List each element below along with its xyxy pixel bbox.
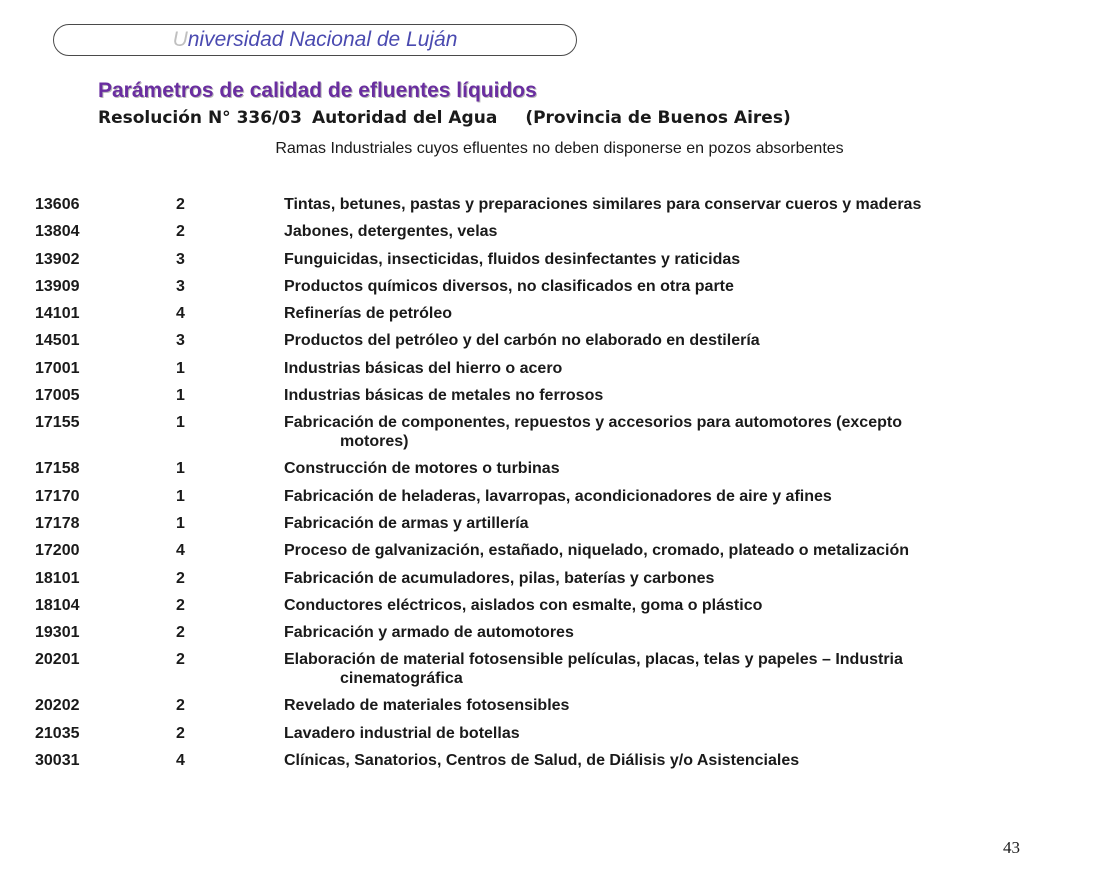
- industry-code: 30031: [35, 752, 80, 770]
- industry-code: 13804: [35, 223, 80, 241]
- description-text: Fabricación de acumuladores, pilas, baterías y carbones: [284, 569, 715, 587]
- industry-description: [284, 514, 1064, 533]
- list-item: [0, 218, 1119, 245]
- industry-description: [284, 459, 1064, 478]
- industry-level: 1: [176, 387, 185, 405]
- description-text: Clínicas, Sanatorios, Centros de Salud, de Diálisis y/o Asistenciales: [284, 752, 800, 770]
- industry-level: 2: [176, 697, 185, 715]
- industry-level: 2: [176, 724, 185, 742]
- section-caption: Ramas Industriales cuyos efluentes no deben disponerse en pozos absorbentes: [275, 140, 844, 157]
- description-continuation: motores): [340, 433, 409, 451]
- industry-description: [284, 487, 1064, 506]
- description-text: Construcción de motores o turbinas: [284, 460, 560, 478]
- description-text: Fabricación de heladeras, lavarropas, acondicionadores de aire y afines: [284, 487, 832, 505]
- description-continuation: cinematográfica: [340, 670, 463, 688]
- industry-description: [284, 359, 1064, 378]
- industry-description: [284, 413, 1064, 451]
- industry-level: 4: [176, 752, 185, 770]
- list-item: [0, 565, 1119, 592]
- description-text: Fabricación de componentes, repuestos y accesorios para automotores (excepto: [284, 414, 902, 432]
- industry-level: 1: [176, 487, 185, 505]
- list-item: [0, 537, 1119, 564]
- description-text: Productos del petróleo y del carbón no elaborado en destilería: [284, 332, 760, 350]
- list-item: [0, 455, 1119, 482]
- industry-code: 17005: [35, 387, 80, 405]
- description-text: Elaboración de material fotosensible películas, placas, telas y papeles – Industria: [284, 651, 903, 669]
- industry-level: 1: [176, 514, 185, 532]
- industry-code: 17178: [35, 514, 80, 532]
- page-title: Parámetros de calidad de efluentes líquidos: [98, 79, 537, 102]
- industry-level: 3: [176, 277, 185, 295]
- industry-description: [284, 569, 1064, 588]
- industry-description: [284, 596, 1064, 615]
- resolution-number: Resolución N° 336/03: [98, 108, 302, 128]
- description-text: Industrias básicas de metales no ferrosos: [284, 387, 604, 405]
- industry-description: [284, 541, 1064, 560]
- description-text: Industrias básicas del hierro o acero: [284, 359, 563, 377]
- list-item: [0, 246, 1119, 273]
- description-text: Proceso de galvanización, estañado, niquelado, cromado, plateado o metalización: [284, 542, 910, 560]
- list-item: [0, 382, 1119, 409]
- list-item: [0, 273, 1119, 300]
- industry-description: [284, 304, 1064, 323]
- institution-header: [53, 24, 577, 56]
- industry-code: 17158: [35, 460, 80, 478]
- description-text: Tintas, betunes, pastas y preparaciones similares para conservar cueros y maderas: [284, 196, 922, 213]
- industry-code: 17200: [35, 542, 80, 560]
- industry-code: 14501: [35, 332, 80, 350]
- industry-description: [284, 696, 1064, 715]
- industry-level: 1: [176, 460, 185, 478]
- description-text: Funguicidas, insecticidas, fluidos desinfectantes y raticidas: [284, 250, 741, 268]
- list-item: [0, 592, 1119, 619]
- industry-code: 13902: [35, 250, 80, 268]
- industry-level: 1: [176, 414, 185, 432]
- industry-code: 18104: [35, 596, 80, 614]
- industry-code: 17170: [35, 487, 80, 505]
- list-item: [0, 191, 1119, 218]
- industry-level: 2: [176, 624, 185, 642]
- industry-description: [284, 331, 1064, 350]
- industry-code: 20202: [35, 697, 80, 715]
- industry-description: [284, 623, 1064, 642]
- industry-code: 14101: [35, 305, 80, 323]
- industry-description: [284, 751, 1064, 770]
- institution-initial: U: [172, 28, 188, 51]
- list-item: [0, 646, 1119, 692]
- list-item: [0, 747, 1119, 774]
- industry-level: 4: [176, 305, 185, 323]
- authority-name: Autoridad del Agua: [311, 108, 498, 128]
- industry-code: 19301: [35, 624, 80, 642]
- industry-level: 2: [176, 596, 185, 614]
- industry-level: 2: [176, 223, 185, 241]
- list-item: [0, 720, 1119, 747]
- list-item: [0, 483, 1119, 510]
- list-item: [0, 355, 1119, 382]
- industry-description: [284, 250, 1064, 269]
- description-text: Productos químicos diversos, no clasificados en otra parte: [284, 277, 734, 295]
- industry-description: [284, 650, 1064, 688]
- industry-code: 18101: [35, 569, 80, 587]
- jurisdiction: (Provincia de Buenos Aires): [525, 108, 791, 128]
- description-text: Jabones, detergentes, velas: [284, 223, 498, 241]
- industry-level: 3: [176, 250, 185, 268]
- resolution-subtitle: [98, 108, 791, 128]
- industry-description: [284, 195, 1064, 214]
- list-item: [0, 300, 1119, 327]
- list-item: [0, 510, 1119, 537]
- list-item: [0, 619, 1119, 646]
- list-item: [0, 327, 1119, 354]
- industry-description: [284, 222, 1064, 241]
- list-item: [0, 692, 1119, 719]
- industry-code: 21035: [35, 724, 80, 742]
- industry-description: [284, 724, 1064, 743]
- description-text: Conductores eléctricos, aislados con esmalte, goma o plástico: [284, 596, 763, 614]
- description-text: Revelado de materiales fotosensibles: [284, 697, 570, 715]
- institution-name: Universidad Nacional de Luján: [172, 28, 458, 51]
- description-text: Fabricación de armas y artillería: [284, 514, 529, 532]
- page-number: 43: [1003, 838, 1020, 857]
- industry-code: 13606: [35, 196, 80, 213]
- industry-code: 13909: [35, 277, 80, 295]
- industry-level: 4: [176, 542, 185, 560]
- industry-code: 17001: [35, 359, 80, 377]
- industry-level: 2: [176, 196, 185, 213]
- industry-description: [284, 277, 1064, 296]
- industry-level: 1: [176, 359, 185, 377]
- industry-code: 17155: [35, 414, 80, 432]
- description-text: Refinerías de petróleo: [284, 305, 453, 323]
- description-text: Lavadero industrial de botellas: [284, 724, 520, 742]
- industry-level: 2: [176, 651, 185, 669]
- industry-description: [284, 386, 1064, 405]
- industry-code: 20201: [35, 651, 80, 669]
- industry-list: [0, 191, 1119, 774]
- list-item: [0, 409, 1119, 455]
- industry-level: 3: [176, 332, 185, 350]
- description-text: Fabricación y armado de automotores: [284, 624, 574, 642]
- industry-level: 2: [176, 569, 185, 587]
